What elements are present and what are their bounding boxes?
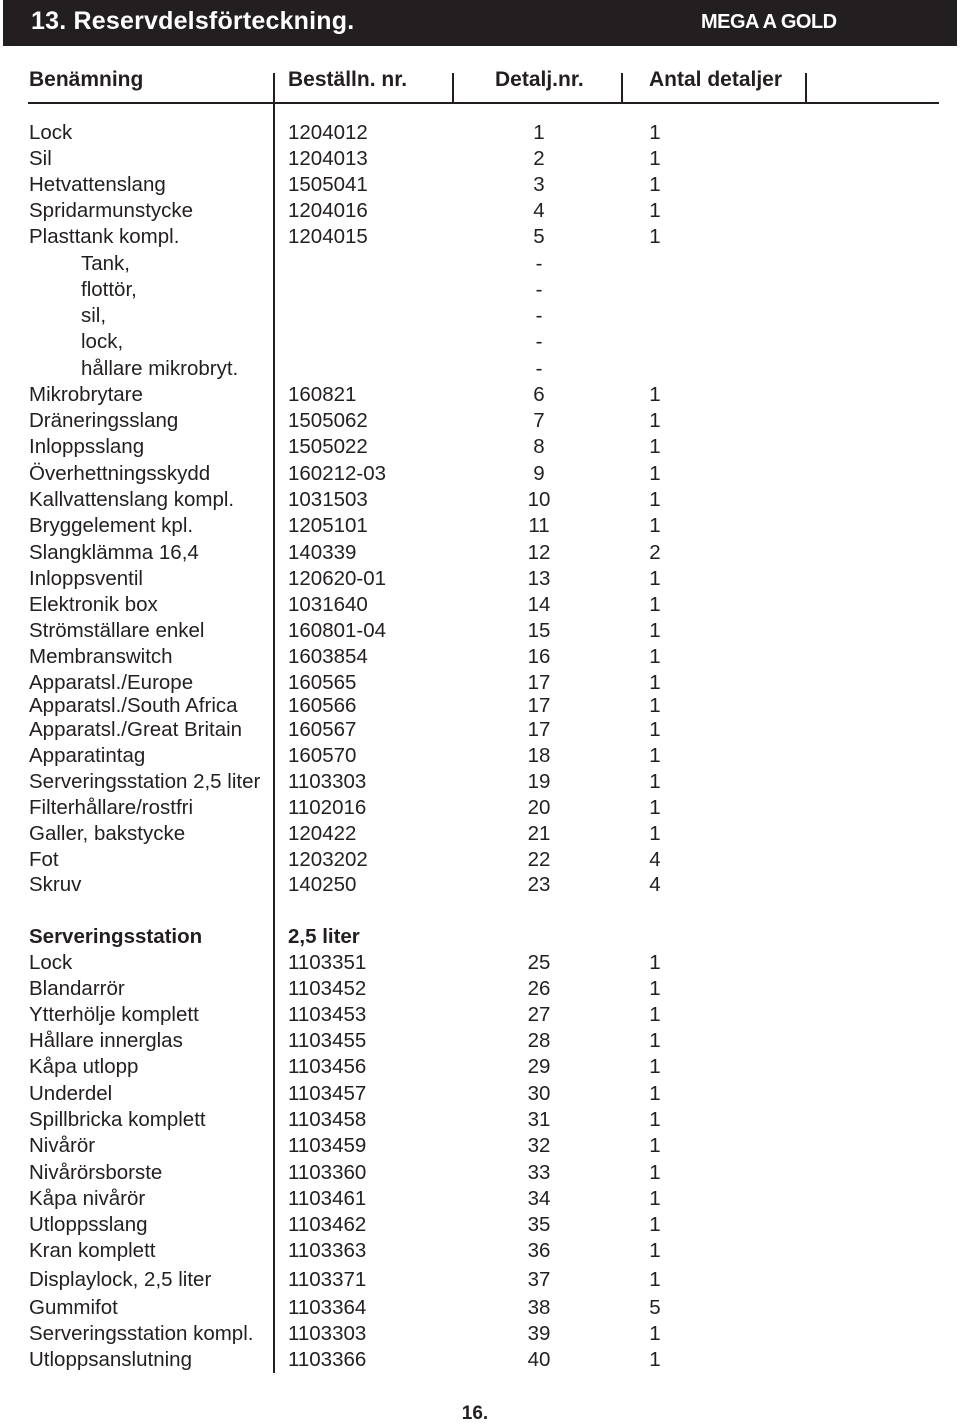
table-row: [0, 1002, 960, 1028]
model-name: MEGA A GOLD: [701, 11, 837, 33]
order-number: 1103363: [288, 1239, 367, 1262]
order-number: 140339: [288, 541, 357, 564]
table-row: [0, 120, 960, 146]
detail-number: 28: [527, 1029, 551, 1052]
quantity: 1: [649, 1134, 661, 1157]
part-name: Serveringsstation kompl.: [29, 1322, 254, 1345]
detail-number: 26: [527, 977, 551, 1000]
quantity: 2: [649, 541, 661, 564]
order-number: 160801-04: [288, 619, 387, 642]
detail-number: 20: [527, 796, 551, 819]
quantity: 1: [649, 1161, 661, 1184]
detail-number: 17: [527, 694, 551, 717]
quantity: 1: [649, 1029, 661, 1052]
part-name: Skruv: [29, 873, 82, 896]
part-name: Strömställare enkel: [29, 619, 205, 642]
detail-number: 39: [527, 1322, 551, 1345]
quantity: 4: [649, 873, 661, 896]
table-row: [0, 1347, 960, 1373]
part-name: Inloppsventil: [29, 567, 143, 590]
order-number: 1031640: [288, 593, 368, 616]
detail-number: 7: [533, 409, 545, 432]
part-name: Hållare innerglas: [29, 1029, 183, 1052]
detail-number: 5: [533, 225, 545, 248]
order-number: 1103456: [288, 1055, 367, 1078]
column-header-quantity: Antal detaljer: [649, 68, 783, 91]
order-number: 1102016: [288, 796, 367, 819]
detail-number: 23: [527, 873, 551, 896]
quantity: 1: [649, 147, 661, 170]
quantity: 1: [649, 822, 661, 845]
quantity: 1: [649, 1003, 661, 1026]
order-number: 1031503: [288, 488, 368, 511]
detail-number: -: [535, 252, 543, 275]
order-number: 1103459: [288, 1134, 367, 1157]
table-row: [0, 618, 960, 644]
detail-number: 31: [527, 1108, 551, 1131]
detail-number: 10: [527, 488, 551, 511]
table-row: [0, 146, 960, 172]
detail-number: 22: [527, 848, 551, 871]
detail-number: 17: [527, 671, 551, 694]
order-number: 1103452: [288, 977, 367, 1000]
quantity: 1: [649, 462, 661, 485]
detail-number: 12: [527, 541, 551, 564]
part-name: Apparatsl./South Africa: [29, 694, 238, 717]
table-row: [0, 717, 960, 743]
detail-number: 15: [527, 619, 551, 642]
table-row: [0, 693, 960, 719]
table-row: [0, 1133, 960, 1159]
part-name: Tank,: [81, 252, 130, 275]
part-name: Sil: [29, 147, 52, 170]
order-number: 1103364: [288, 1296, 367, 1319]
part-name: Nivårör: [29, 1134, 96, 1157]
part-name: Lock: [29, 951, 73, 974]
order-number: 1204012: [288, 121, 368, 144]
table-row: [0, 382, 960, 408]
table-row: [0, 1054, 960, 1080]
part-name: Utloppsanslutning: [29, 1348, 192, 1371]
order-number: 160567: [288, 718, 357, 741]
detail-number: 25: [527, 951, 551, 974]
table-row: [0, 224, 960, 250]
table-row: [0, 872, 960, 898]
order-number: 1103453: [288, 1003, 367, 1026]
table-row: [0, 976, 960, 1002]
page-number: 16.: [461, 1403, 489, 1424]
detail-number: 8: [533, 435, 545, 458]
quantity: 5: [649, 1296, 661, 1319]
part-name: Serveringsstation: [29, 925, 203, 948]
order-number: 1103371: [288, 1268, 367, 1291]
part-name: Ytterhölje komplett: [29, 1003, 199, 1026]
quantity: 1: [649, 225, 661, 248]
order-number: 2,5 liter: [288, 925, 360, 948]
detail-number: 37: [527, 1268, 551, 1291]
order-number: 160212-03: [288, 462, 387, 485]
detail-number: 33: [527, 1161, 551, 1184]
table-row: [0, 277, 960, 303]
order-number: 1505062: [288, 409, 368, 432]
detail-number: 29: [527, 1055, 551, 1078]
table-row: [0, 1107, 960, 1133]
table-row: [0, 1160, 960, 1186]
part-name: Apparatintag: [29, 744, 146, 767]
section-heading-row: [0, 924, 960, 950]
part-name: sil,: [81, 304, 107, 327]
quantity: 1: [649, 199, 661, 222]
quantity: 1: [649, 488, 661, 511]
part-name: Filterhållare/rostfri: [29, 796, 194, 819]
quantity: 1: [649, 1213, 661, 1236]
table-row: [0, 566, 960, 592]
part-name: Dräneringsslang: [29, 409, 179, 432]
table-row: [0, 1081, 960, 1107]
order-number: 1103455: [288, 1029, 367, 1052]
quantity: 1: [649, 770, 661, 793]
quantity: 1: [649, 383, 661, 406]
quantity: 1: [649, 1055, 661, 1078]
detail-number: 9: [533, 462, 545, 485]
order-number: 160566: [288, 694, 357, 717]
detail-number: 3: [533, 173, 545, 196]
part-name: Gummifot: [29, 1296, 118, 1319]
detail-number: 36: [527, 1239, 551, 1262]
detail-number: 13: [527, 567, 551, 590]
quantity: 1: [649, 694, 661, 717]
detail-number: 21: [527, 822, 551, 845]
table-row: [0, 821, 960, 847]
detail-number: 11: [528, 514, 550, 537]
column-header-name: Benämning: [29, 68, 144, 91]
order-number: 120620-01: [288, 567, 387, 590]
order-number: 160565: [288, 671, 357, 694]
table-row: [0, 1267, 960, 1293]
table-row: [0, 434, 960, 460]
detail-number: -: [535, 357, 543, 380]
detail-number: 6: [533, 383, 545, 406]
part-name: Bryggelement kpl.: [29, 514, 194, 537]
part-name: Apparatsl./Great Britain: [29, 718, 243, 741]
part-name: Kran komplett: [29, 1239, 156, 1262]
part-name: Spridarmunstycke: [29, 199, 194, 222]
table-row: [0, 1186, 960, 1212]
quantity: 1: [649, 718, 661, 741]
part-name: Mikrobrytare: [29, 383, 143, 406]
table-row: [0, 487, 960, 513]
table-row: [0, 769, 960, 795]
quantity: 1: [649, 1187, 661, 1210]
table-row: [0, 356, 960, 382]
part-name: Serveringsstation 2,5 liter: [29, 770, 261, 793]
detail-number: 17: [527, 718, 551, 741]
table-row: [0, 303, 960, 329]
order-number: 1103462: [288, 1213, 367, 1236]
part-name: Nivårörsborste: [29, 1161, 163, 1184]
table-row: [0, 847, 960, 873]
order-number: 1203202: [288, 848, 368, 871]
detail-number: 38: [527, 1296, 551, 1319]
part-name: Inloppsslang: [29, 435, 145, 458]
order-number: 140250: [288, 873, 357, 896]
table-row: [0, 1238, 960, 1264]
table-row: [0, 513, 960, 539]
part-name: Apparatsl./Europe: [29, 671, 194, 694]
quantity: 1: [649, 1268, 661, 1291]
table-row: [0, 1028, 960, 1054]
table-row: [0, 540, 960, 566]
order-number: 1603854: [288, 645, 368, 668]
page-title: 13. Reservdelsförteckning.: [31, 7, 355, 35]
part-name: Plasttank kompl.: [29, 225, 180, 248]
order-number: 1204015: [288, 225, 368, 248]
order-number: 1205101: [288, 514, 368, 537]
table-row: [0, 795, 960, 821]
order-number: 160821: [288, 383, 357, 406]
quantity: 1: [649, 1082, 661, 1105]
order-number: 1103366: [288, 1348, 367, 1371]
table-row: [0, 950, 960, 976]
order-number: 1505041: [288, 173, 368, 196]
part-name: Lock: [29, 121, 73, 144]
quantity: 1: [649, 567, 661, 590]
quantity: 1: [649, 744, 661, 767]
table-row: [0, 408, 960, 434]
table-row: [0, 251, 960, 277]
part-name: Blandarrör: [29, 977, 125, 1000]
table-row: [0, 172, 960, 198]
order-number: 1103303: [288, 770, 367, 793]
part-name: Fot: [29, 848, 59, 871]
quantity: 1: [649, 619, 661, 642]
quantity: 1: [649, 671, 661, 694]
part-name: Utloppsslang: [29, 1213, 148, 1236]
table-row: [0, 198, 960, 224]
column-header-order-no: Beställn. nr.: [288, 68, 408, 91]
order-number: 1103303: [288, 1322, 367, 1345]
quantity: 1: [649, 514, 661, 537]
table-row: [0, 1295, 960, 1321]
detail-number: 27: [527, 1003, 551, 1026]
detail-number: 19: [527, 770, 551, 793]
quantity: 1: [649, 645, 661, 668]
detail-number: 30: [527, 1082, 551, 1105]
order-number: 1103360: [288, 1161, 367, 1184]
detail-number: 35: [527, 1213, 551, 1236]
table-row: [0, 1212, 960, 1238]
detail-number: -: [535, 304, 543, 327]
part-name: flottör,: [81, 278, 137, 301]
order-number: 120422: [288, 822, 357, 845]
detail-number: 14: [527, 593, 551, 616]
part-name: Spillbricka komplett: [29, 1108, 206, 1131]
quantity: 1: [649, 796, 661, 819]
order-number: 1204016: [288, 199, 368, 222]
table-row: [0, 329, 960, 355]
detail-number: 2: [533, 147, 545, 170]
detail-number: 32: [527, 1134, 551, 1157]
part-name: Kallvattenslang kompl.: [29, 488, 235, 511]
detail-number: -: [535, 330, 543, 353]
table-row: [0, 743, 960, 769]
order-number: 160570: [288, 744, 357, 767]
order-number: 1103458: [288, 1108, 367, 1131]
quantity: 1: [649, 121, 661, 144]
quantity: 1: [649, 409, 661, 432]
detail-number: 34: [527, 1187, 551, 1210]
order-number: 1505022: [288, 435, 368, 458]
table-row: [0, 644, 960, 670]
quantity: 1: [649, 435, 661, 458]
quantity: 4: [649, 848, 661, 871]
part-name: Kåpa nivårör: [29, 1187, 146, 1210]
order-number: 1103461: [288, 1187, 367, 1210]
quantity: 1: [649, 951, 661, 974]
part-name: Överhettningsskydd: [29, 462, 211, 485]
quantity: 1: [649, 1322, 661, 1345]
order-number: 1103351: [288, 951, 367, 974]
table-row: [0, 461, 960, 487]
quantity: 1: [649, 1239, 661, 1262]
quantity: 1: [649, 1108, 661, 1131]
part-name: Slangklämma 16,4: [29, 541, 199, 564]
quantity: 1: [649, 1348, 661, 1371]
quantity: 1: [649, 977, 661, 1000]
detail-number: 1: [533, 121, 545, 144]
column-header-detail-no: Detalj.nr.: [495, 68, 584, 91]
part-name: lock,: [81, 330, 124, 353]
part-name: Elektronik box: [29, 593, 158, 616]
part-name: Displaylock, 2,5 liter: [29, 1268, 212, 1291]
table-row: [0, 1321, 960, 1347]
detail-number: 18: [527, 744, 551, 767]
order-number: 1204013: [288, 147, 368, 170]
part-name: hållare mikrobryt.: [81, 357, 239, 380]
part-name: Kåpa utlopp: [29, 1055, 139, 1078]
detail-number: 4: [533, 199, 545, 222]
part-name: Hetvattenslang: [29, 173, 166, 196]
detail-number: -: [535, 278, 543, 301]
order-number: 1103457: [288, 1082, 367, 1105]
part-name: Membranswitch: [29, 645, 173, 668]
quantity: 1: [649, 173, 661, 196]
detail-number: 16: [527, 645, 551, 668]
table-row: [0, 592, 960, 618]
part-name: Galler, bakstycke: [29, 822, 186, 845]
part-name: Underdel: [29, 1082, 113, 1105]
detail-number: 40: [527, 1348, 551, 1371]
quantity: 1: [649, 593, 661, 616]
